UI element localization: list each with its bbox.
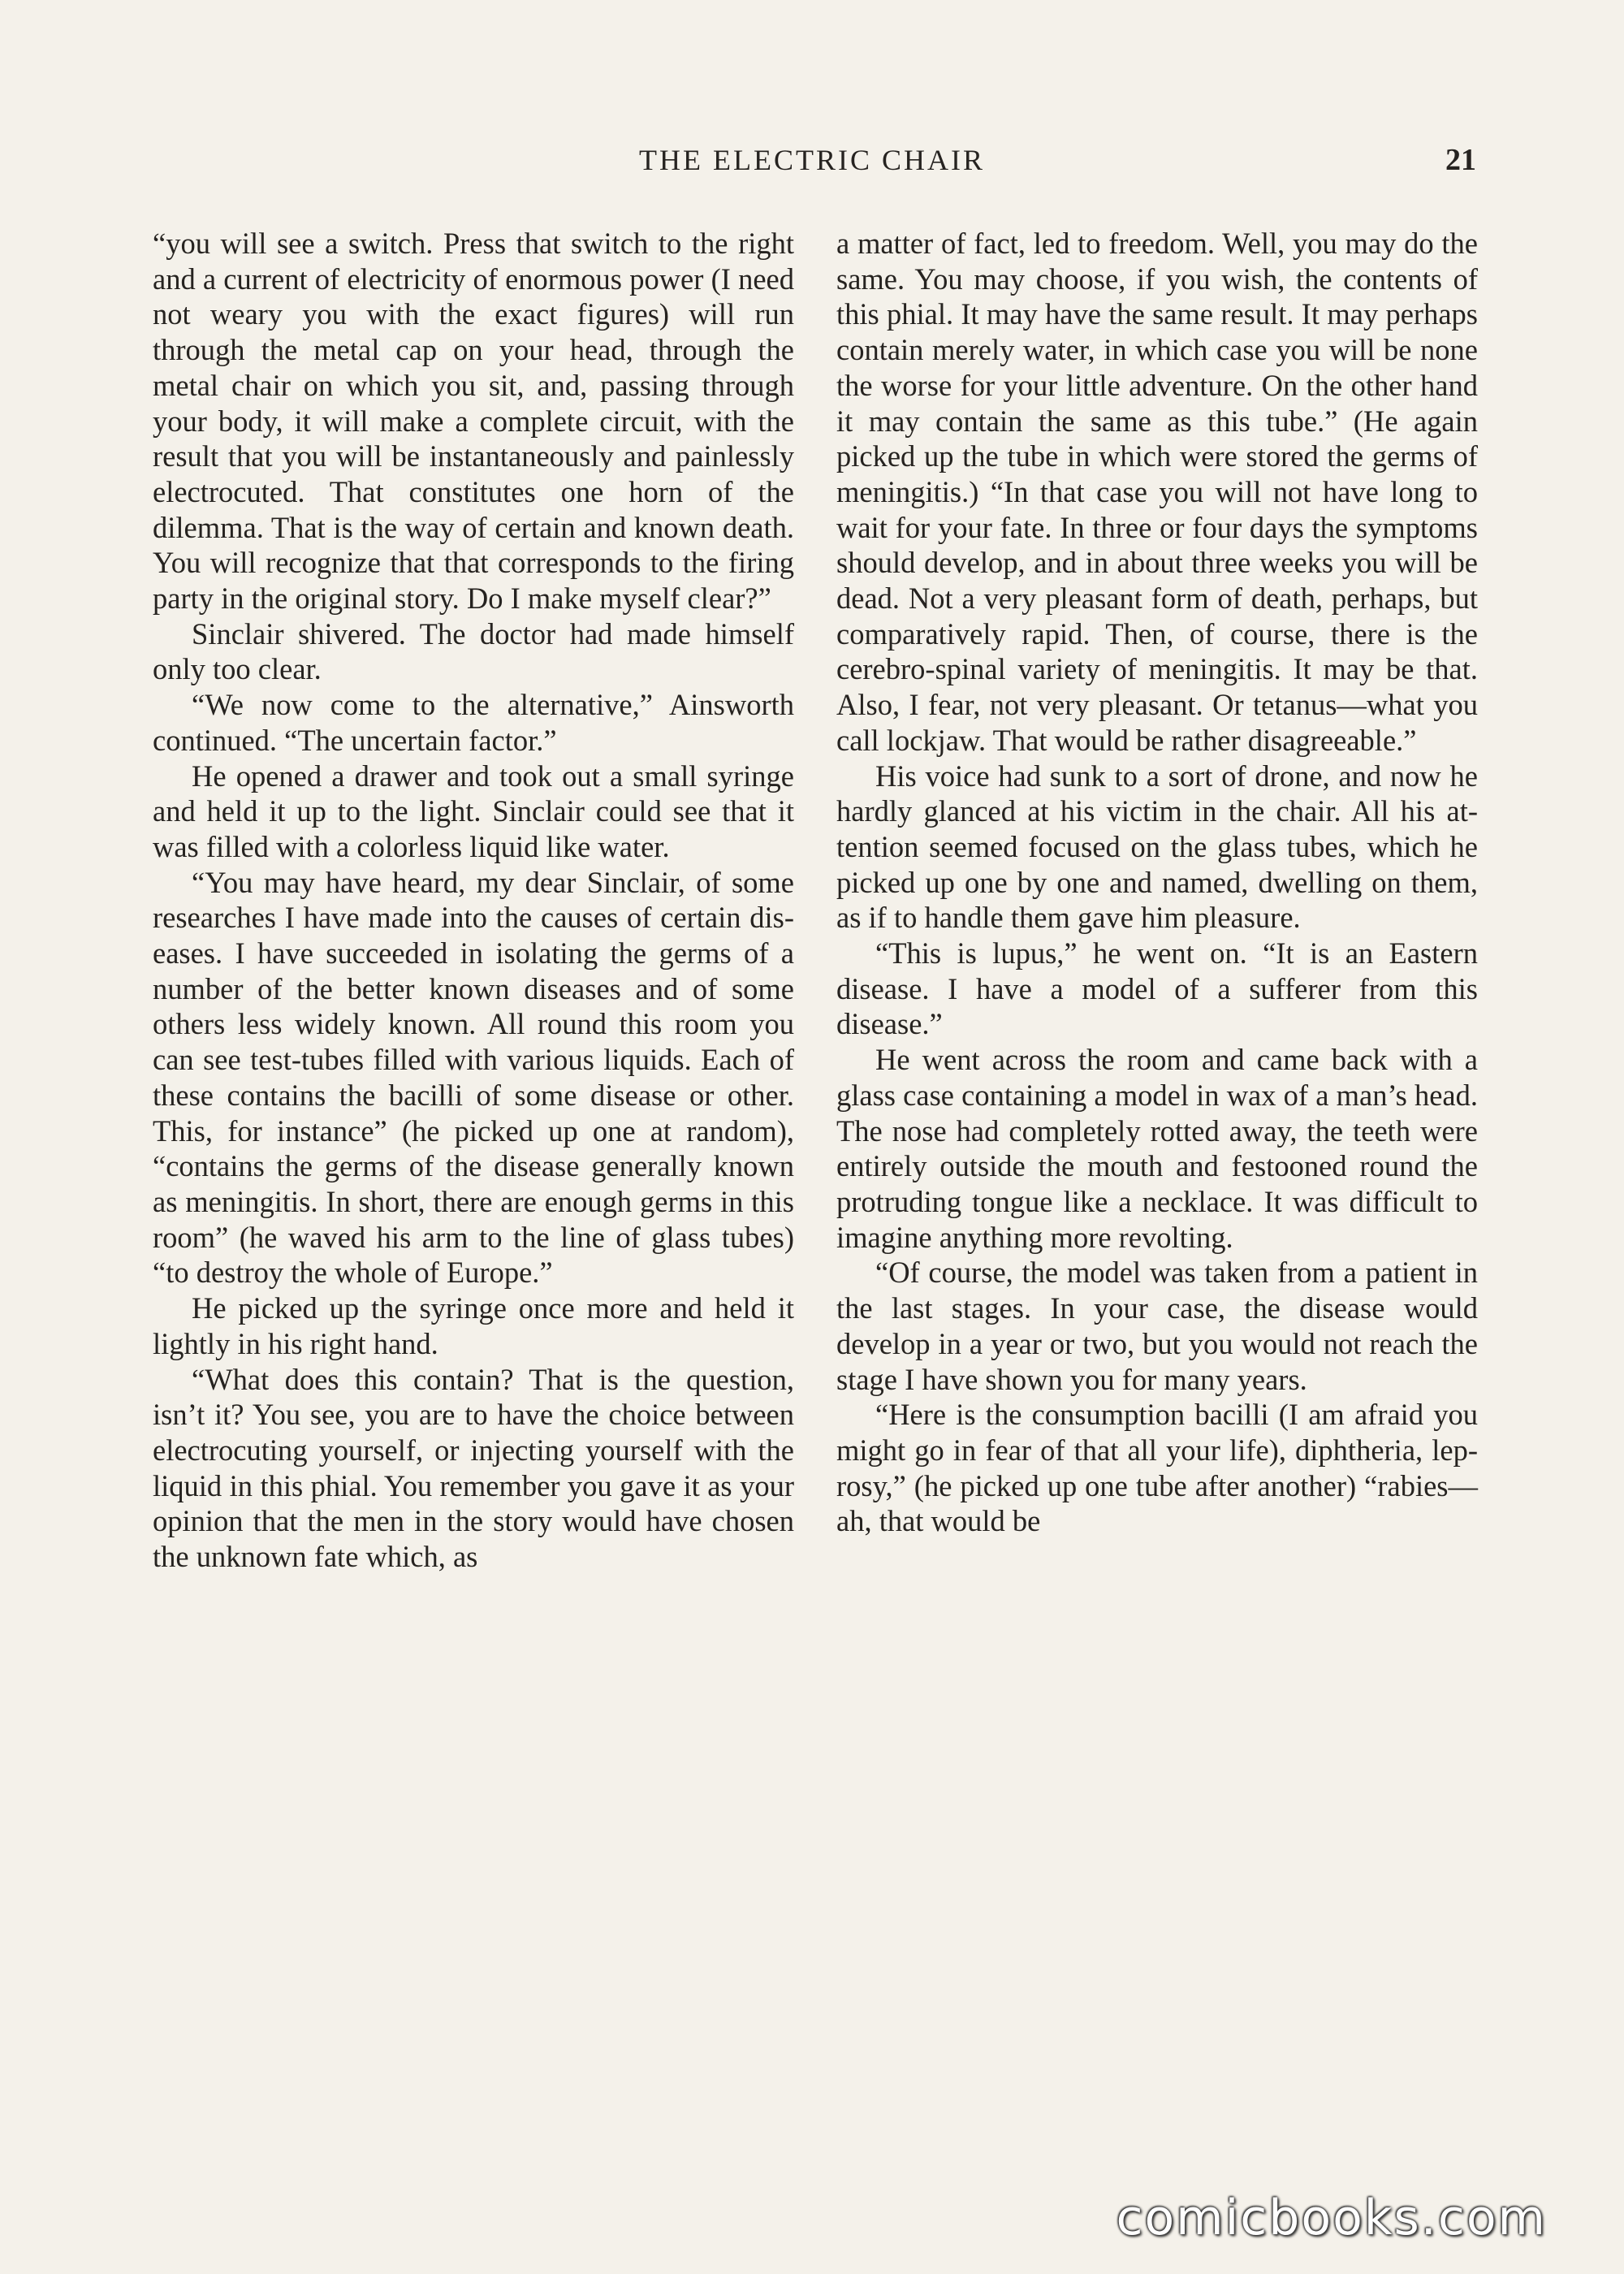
running-title: THE ELECTRIC CHAIR bbox=[639, 144, 985, 176]
paragraph: “you will see a switch. Press that switch to the right and a current of electricity of enormous power (I need not weary you with the exact figures) will run through the metal cap on your head, through the metal chair on which you sit, and, passing through your body, it will make a complete circuit, with the result that you will be instantaneously and painlessly electrocuted. That constitutes one horn of the dilemma. That is the way of certain and known death. You will recognize that that corresponds to the firing party in the original story. Do I make myself clear?” bbox=[153, 227, 794, 616]
paragraph: His voice had sunk to a sort of drone, and now he hardly glanced at his victim in the chair. All his attention seemed focused on the glass tubes, which he picked up one by one and named, dwelling on them, as if to handle them gave him pleasure. bbox=[836, 759, 1478, 935]
page-number: 21 bbox=[1445, 143, 1476, 177]
paragraph: He went across the room and came back with a glass case containing a model in wax of a man’s head. The nose had completely rotted away, the teeth were entirely outside the mouth and festooned round the protruding tongue like a necklace. It was difficult to imagine anything more revolting. bbox=[836, 1043, 1478, 1254]
running-head bbox=[0, 140, 1624, 180]
paragraph: “What does this contain? That is the question, isn’t it? You see, you are to have the choice between electrocuting yourself, or injecting yourself with the liquid in this phial. You remember you gave it as your opinion that the men in the story would have chosen the unknown fate which, as bbox=[153, 1362, 794, 1574]
paragraph: “This is lupus,” he went on. “It is an Eastern disease. I have a model of a sufferer from this disease.” bbox=[836, 936, 1478, 1041]
paragraph: “Of course, the model was taken from a patient in the last stages. In your case, the disease would develop in a year or two, but you would not reach the stage I have shown you for many years. bbox=[836, 1256, 1478, 1396]
left-column bbox=[153, 226, 794, 1575]
paragraph: “Here is the consumption bacilli (I am afraid you might go in fear of that all your life), diphtheria, leprosy,” (he picked up one tube after another) “rabies—ah, that would be bbox=[836, 1398, 1478, 1538]
paragraph: a matter of fact, led to freedom. Well, you may do the same. You may choose, if you wish, the contents of this phial. It may have the same result. It may perhaps contain merely water, in which case you will be none the worse for your little adventure. On the other hand it may contain the same as this tube.” (He again picked up the tube in which were stored the germs of meningitis.) “In that case you will not have long to wait for your fate. In three or four days the symptoms should develop, and in about three weeks you will be dead. Not a very pleasant form of death, perhaps, but comparatively rapid. Then, of course, there is the cerebro-spinal variety of meningitis. It may be that. Also, I fear, not very pleasant. Or tetanus—what you call lockjaw. That would be rather disagreeable.” bbox=[836, 227, 1478, 757]
paragraph: “We now come to the alternative,” Ainsworth continued. “The uncertain factor.” bbox=[153, 688, 794, 757]
paragraph: Sinclair shivered. The doctor had made himself only too clear. bbox=[153, 616, 794, 686]
paragraph: He opened a drawer and took out a small syringe and held it up to the light. Sinclair could see that it was filled with a colorless liquid like water. bbox=[153, 759, 794, 863]
paragraph: He picked up the syringe once more and held it lightly in his right hand. bbox=[153, 1291, 794, 1360]
paragraph: “You may have heard, my dear Sinclair, of some researches I have made into the causes of certain diseases. I have succeeded in isolating the germs of a number of the better known diseases and of some others less widely known. All round this room you can see test-tubes filled with various liquids. Each of these contains the bacilli of some disease or other. This, for instance” (he picked up one at random), “contains the germs of the disease generally known as meningitis. In short, there are enough germs in this room” (he waved his arm to the line of glass tubes) “to destroy the whole of Europe.” bbox=[153, 865, 794, 1290]
right-column bbox=[836, 226, 1478, 1539]
watermark: comicbooks.com bbox=[1116, 2190, 1547, 2246]
